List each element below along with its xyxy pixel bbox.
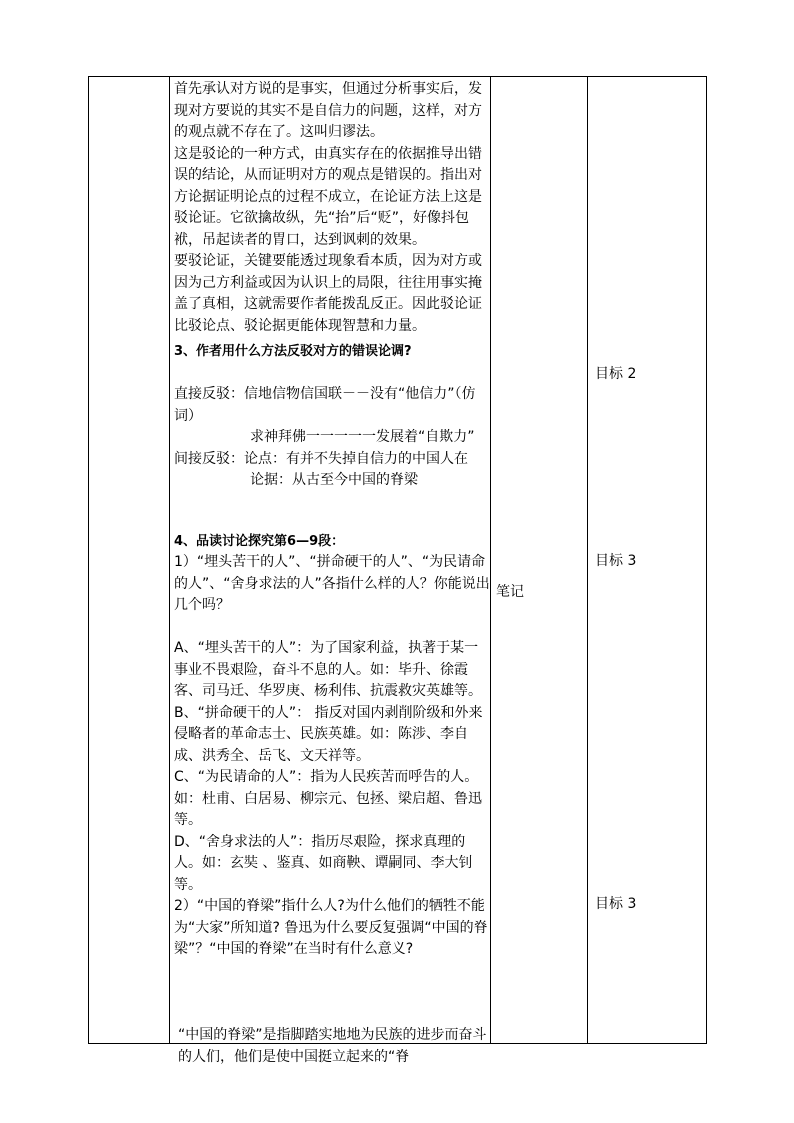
direct-refutation: 直接反驳：信地信物信国联－－没有“他信力”（仿词）	[174, 386, 476, 424]
question-4: 4、品读讨论探究第6—9段：	[174, 533, 345, 549]
lesson-table	[88, 76, 707, 1065]
indirect-refutation: 间接反驳：论点：有并不失掉自信力的中国人在	[174, 450, 468, 467]
goal-label-1: 目标 2	[595, 366, 637, 382]
answer-c: C、“为民请命的人”：指为人民疾苦而呼告的人。如：杜甫、白居易、柳宗元、包拯、梁启超、鲁迅等。	[174, 769, 482, 828]
notes-label: 笔记	[496, 584, 524, 600]
question-4-2: 2）“中国的脊梁”指什么人?为什么他们的牺牲不能为“大家”所知道? 鲁迅为什么要反复强调“中国的脊梁”？“中国的脊梁”在当时有什么意义?	[174, 898, 488, 957]
answer-d: D、“舍身求法的人”：指历尽艰险，探求真理的人。如：玄奘 、鉴真、如商鞅、谭嗣同、李大钊等。	[174, 833, 473, 893]
indirect-refutation-evidence: 论据：从古至今中国的脊梁	[250, 472, 418, 488]
question-3: 3、作者用什么方法反驳对方的错误论调?	[174, 344, 412, 359]
paragraph-refute-argument: 这是驳论的一种方式，由真实存在的依据推导出错误的结论，从而证明对方的观点是错误的。指出对方论据证明论点的过程不成立，在论证方法上这是驳论证。它欲擒故纵，先“抬”后“贬”，好像抖包袱，吊起读者的胃口，达到讽刺的效果。	[174, 145, 482, 248]
answer-backbone: “中国的脊梁”是指脚踏实地地为民族的进步而奋斗的人们，他们是使中国挺立起来的“脊	[178, 1027, 487, 1065]
column-divider-1	[169, 77, 170, 1043]
question-4-1: 1）“埋头苦干的人”、“拼命硬干的人”、“为民请命的人”、“舍身求法的人”各指什么样的人？你能说出几个吗？	[174, 554, 490, 613]
answer-a: A、“埋头苦干的人”：为了国家利益，执著于某一事业不畏艰险，奋斗不息的人。如：毕升、徐霞客、司马迁、华罗庚、杨利伟、抗震救灾英雄等。	[174, 640, 482, 699]
column-divider-3	[587, 77, 588, 1043]
paragraph-reductio: 首先承认对方说的是事实，但通过分析事实后，发现对方要说的其实不是自信力的问题，这样，对方的观点就不存在了。这叫归谬法。	[174, 81, 482, 140]
answer-b: B、“拼命硬干的人”： 指反对国内剥削阶级和外来侵略者的革命志士、民族英雄。如：陈涉、李自成、洪秀全、岳飞、文天祥等。	[174, 704, 483, 764]
goal-label-3: 目标 3	[595, 896, 637, 912]
goal-label-2: 目标 3	[595, 553, 637, 569]
teaching-content	[174, 79, 492, 1068]
paragraph-key-point: 要驳论证，关键要能透过现象看本质，因为对方或因为己方利益或因为认识上的局限，往往用事实掩盖了真相，这就需要作者能拨乱反正。因此驳论证比驳论点、驳论据更能体现智慧和力量。	[174, 253, 482, 334]
direct-refutation-2: 求神拜佛一一一一一发展着“自欺力”	[250, 429, 475, 445]
